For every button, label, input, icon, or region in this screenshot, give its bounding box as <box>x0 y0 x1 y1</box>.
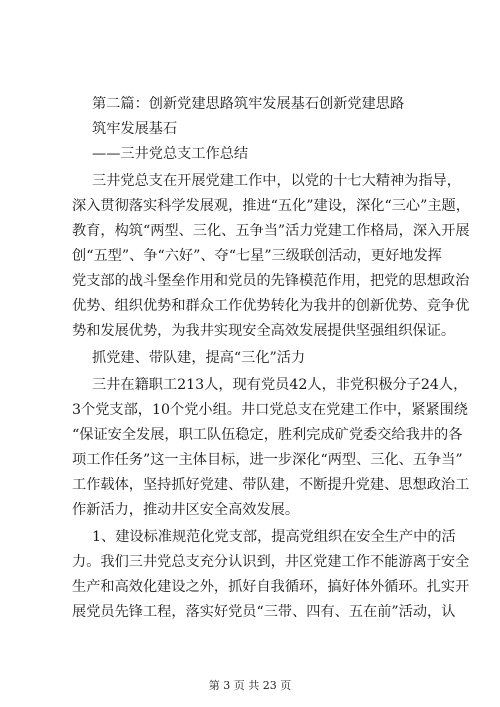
paragraph-line: 作新活力，推动井区安全高效发展。 <box>72 502 300 518</box>
paragraph-line: 3个党支部，10个党小组。井口党总支在党建工作中，紧紧围绕 <box>72 402 468 418</box>
paragraph-line: 1、建设标准规范化党支部，提高党组织在安全生产中的活 <box>92 529 456 545</box>
paragraph-line: 党支部的战斗堡垒作用和党员的先锋模范作用，把党的思想政治 <box>72 273 470 289</box>
paragraph-line: “保证安全发展，职工队伍稳定，胜利完成矿党委交给我井的各 <box>72 427 463 443</box>
paragraph-line: 工作载体，坚持抓好党建、带队建，不断提升党建、思想政治工 <box>72 477 470 493</box>
section-heading: 抓党建、带队建，提高“三化”活力 <box>92 350 306 366</box>
paragraph-line: 力。我们三井党总支充分认识到，井区党建工作不能游离于安全 <box>72 554 470 570</box>
paragraph-line: 三井党总支在开展党建工作中，以党的十七大精神为指导， <box>92 173 461 189</box>
paragraph-line: 创“五型”、争“六好”、夺“七星”三级联创活动，更好地发挥 <box>72 248 442 264</box>
paragraph-line: 生产和高效化建设之外，抓好自我循环，搞好体外循环。扎实开 <box>72 579 470 595</box>
heading-line: 第二篇：创新党建思路筑牢发展基石创新党建思路 <box>92 96 405 112</box>
paragraph-line: 教育，构筑“两型、三化、五争当”活力党建工作格局，深入开展 <box>72 223 470 239</box>
page-number-footer: 第 3 页 共 23 页 <box>208 679 292 692</box>
paragraph-line: 三井在籍职工213人，现有党员42人，非党积极分子24人， <box>92 377 468 393</box>
subtitle-line: ——三井党总支工作总结 <box>92 146 249 162</box>
paragraph-line: 势和发展优势，为我井实现安全高效发展提供坚强组织保证。 <box>72 323 456 339</box>
paragraph-line: 优势、组织优势和群众工作优势转化为我井的创新优势、竞争优 <box>72 298 470 314</box>
paragraph-line: 展党员先锋工程，落实好党员“三带、四有、五在前”活动，认 <box>72 604 456 620</box>
document-body <box>72 92 470 625</box>
heading-line: 筑牢发展基石 <box>92 121 178 137</box>
paragraph-line: 深入贯彻落实科学发展观，推进“五化”建设，深化“三心”主题， <box>72 198 470 214</box>
paragraph-line: 项工作任务”这一主体目标，进一步深化“两型、三化、五争当” <box>72 452 463 468</box>
